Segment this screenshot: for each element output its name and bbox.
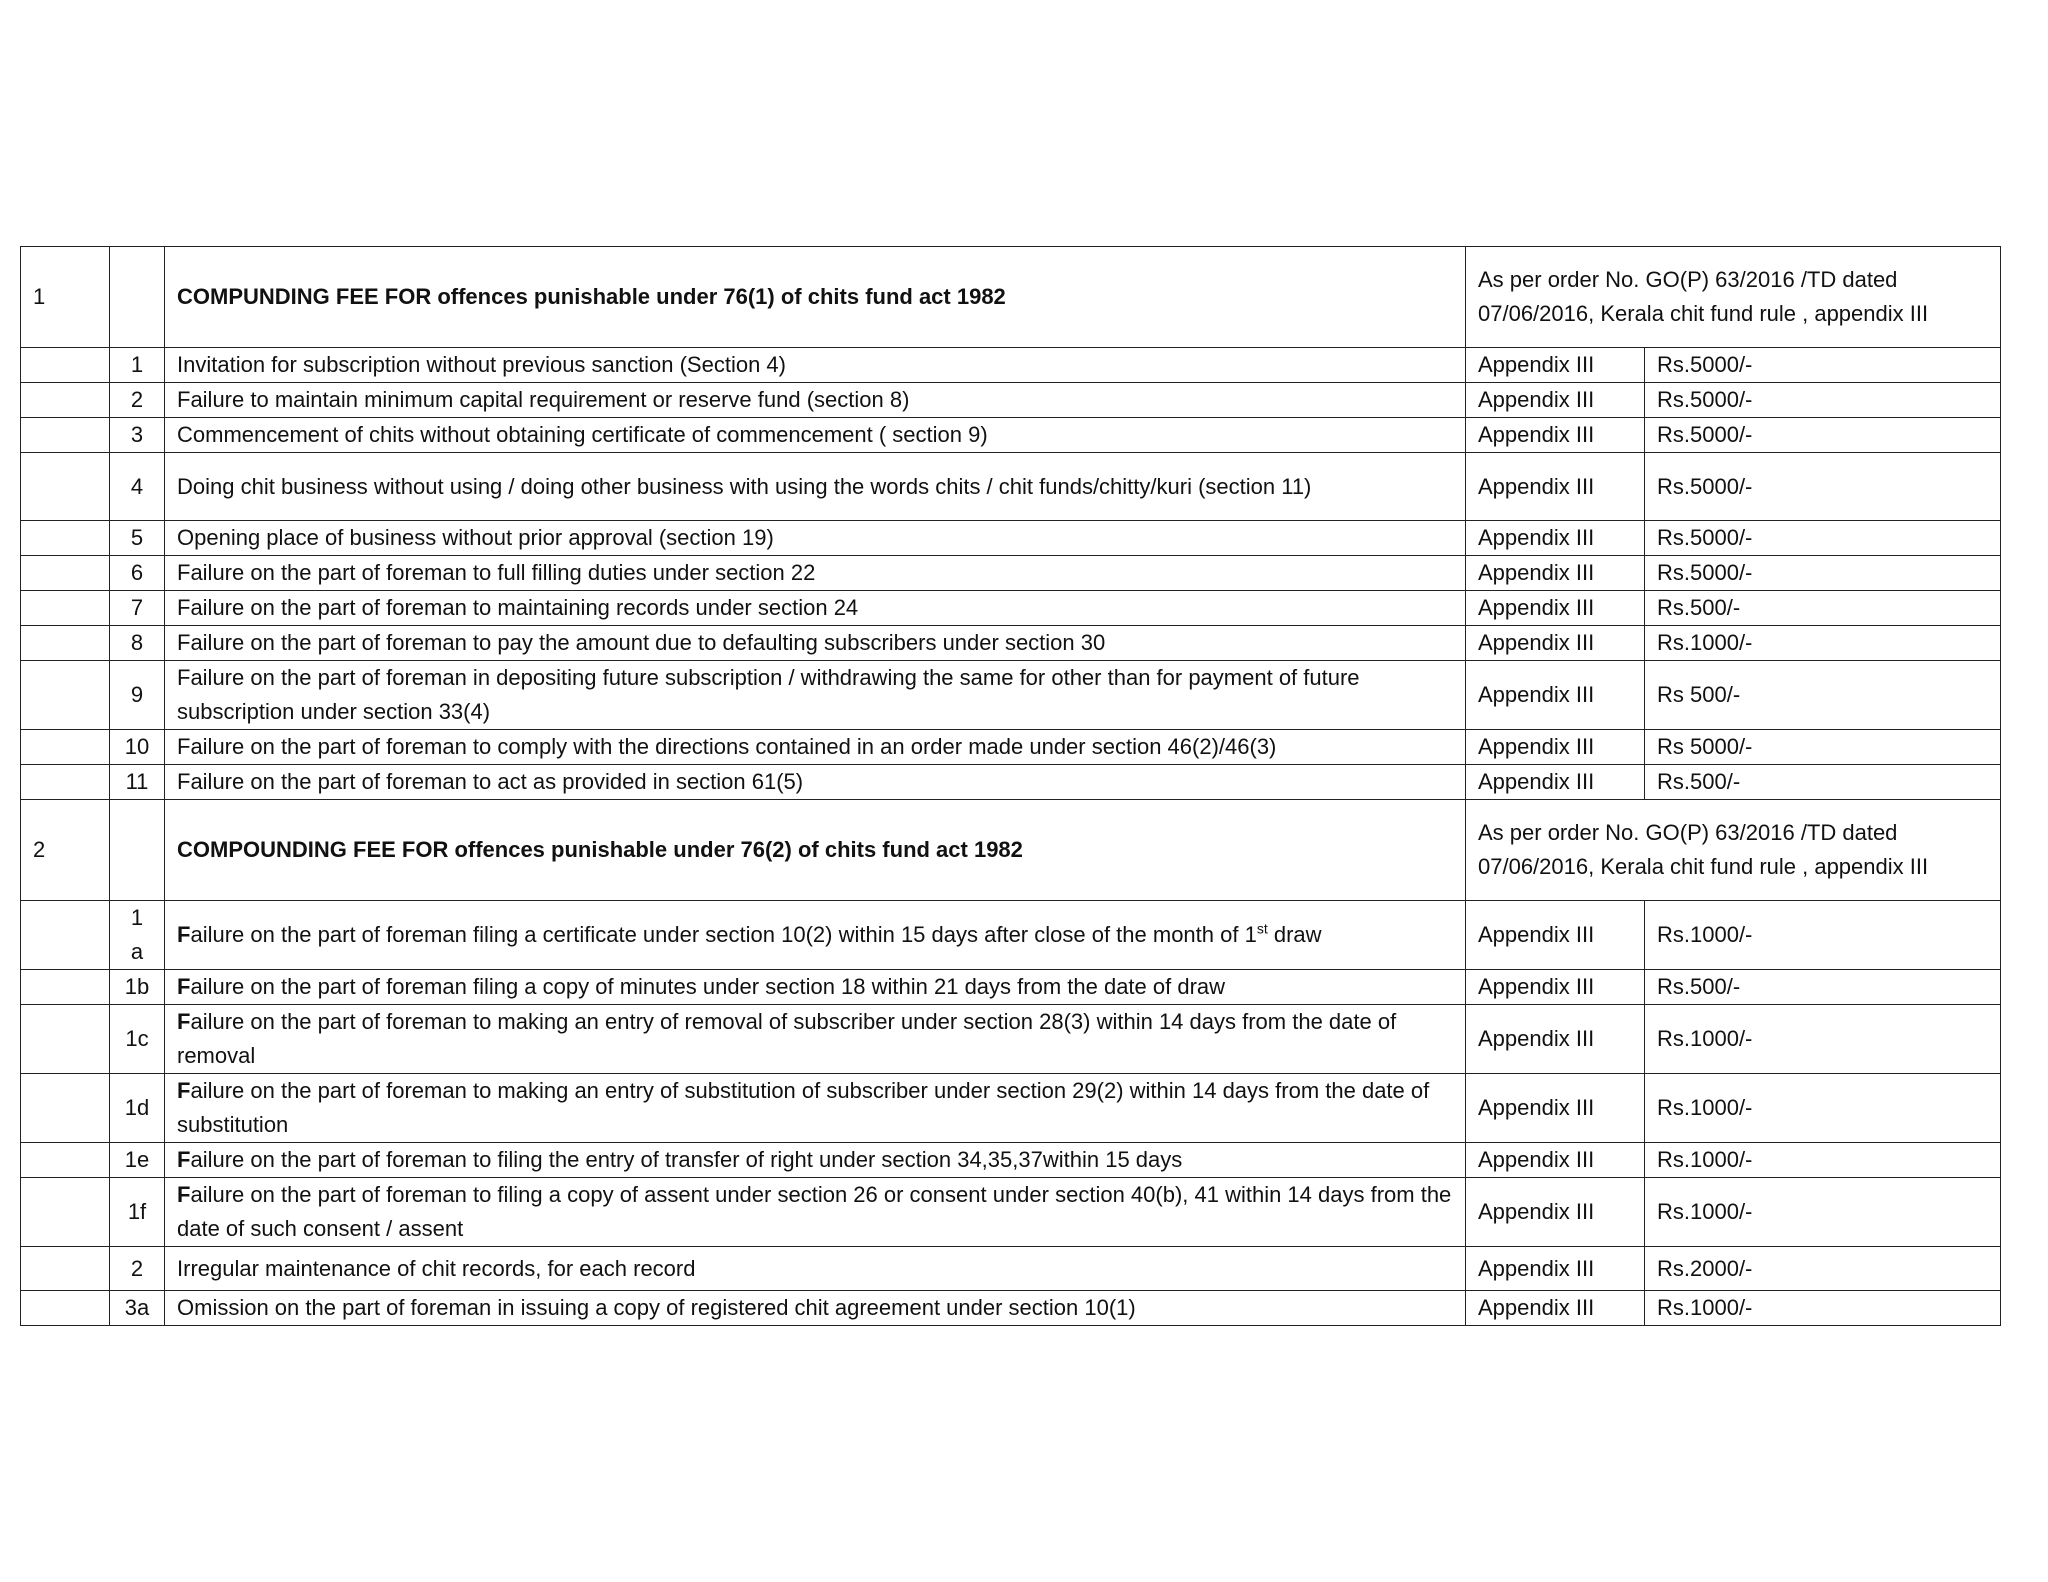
empty-cell (21, 1247, 110, 1291)
empty-cell (21, 901, 110, 970)
item-description: Opening place of business without prior approval (section 19) (165, 521, 1466, 556)
item-description: Commencement of chits without obtaining certificate of commencement ( section 9) (165, 418, 1466, 453)
order-reference: As per order No. GO(P) 63/2016 /TD dated 07/06/2016, Kerala chit fund rule , appendix III (1466, 800, 2001, 901)
item-appendix: Appendix III (1466, 730, 1645, 765)
item-number: 1b (110, 970, 165, 1005)
item-description-text: ailure on the part of foreman to making an entry of substitution of subscriber under section 29(2) within 14 days from the date of substitution (177, 1078, 1430, 1137)
item-fee: Rs.1000/- (1645, 626, 2001, 661)
item-appendix: Appendix III (1466, 1291, 1645, 1326)
item-description (165, 1074, 1466, 1143)
section-header-row (21, 247, 2001, 348)
item-description-initial: F (177, 922, 191, 947)
empty-cell (21, 970, 110, 1005)
item-appendix: Appendix III (1466, 556, 1645, 591)
item-description-text: ailure on the part of foreman to filing a copy of assent under section 26 or consent under section 40(b), 41 within 14 days from the date of such consent / assent (177, 1182, 1452, 1241)
item-number: 2 (110, 1247, 165, 1291)
item-number: 4 (110, 453, 165, 521)
item-appendix: Appendix III (1466, 1178, 1645, 1247)
item-fee: Rs.1000/- (1645, 1143, 2001, 1178)
table-row (21, 970, 2001, 1005)
item-number-text: 1 a (130, 905, 144, 964)
table-row (21, 765, 2001, 800)
compounding-fee-table (20, 246, 2001, 1326)
section-heading: COMPOUNDING FEE FOR offences punishable under 76(2) of chits fund act 1982 (165, 800, 1466, 901)
item-appendix: Appendix III (1466, 418, 1645, 453)
item-number: 3a (110, 1291, 165, 1326)
item-fee: Rs.5000/- (1645, 556, 2001, 591)
table-row (21, 556, 2001, 591)
item-description: Failure on the part of foreman in depositing future subscription / withdrawing the same for other than for payment of future subscription under section 33(4) (165, 661, 1466, 730)
item-description-initial: F (177, 1078, 191, 1103)
empty-cell (21, 383, 110, 418)
item-description-initial: F (177, 1009, 191, 1034)
item-description: Failure on the part of foreman to full filling duties under section 22 (165, 556, 1466, 591)
item-number: 1e (110, 1143, 165, 1178)
item-description: Failure to maintain minimum capital requirement or reserve fund (section 8) (165, 383, 1466, 418)
item-description-text: ailure on the part of foreman to making an entry of removal of subscriber under section 28(3) within 14 days from the date of removal (177, 1009, 1397, 1068)
empty-cell (21, 1143, 110, 1178)
item-description-text: ailure on the part of foreman to filing the entry of transfer of right under section 34,35,37within 15 days (190, 1147, 1183, 1172)
table-row (21, 1074, 2001, 1143)
item-description: Failure on the part of foreman to act as provided in section 61(5) (165, 765, 1466, 800)
item-appendix: Appendix III (1466, 453, 1645, 521)
item-number: 1c (110, 1005, 165, 1074)
item-number: 2 (110, 383, 165, 418)
empty-cell (21, 348, 110, 383)
item-description: Failure on the part of foreman to comply with the directions contained in an order made under section 46(2)/46(3) (165, 730, 1466, 765)
item-fee: Rs.5000/- (1645, 521, 2001, 556)
section-number: 1 (21, 247, 110, 348)
item-number: 1d (110, 1074, 165, 1143)
item-number: 10 (110, 730, 165, 765)
item-description: Failure on the part of foreman to pay the amount due to defaulting subscribers under section 30 (165, 626, 1466, 661)
empty-cell (21, 661, 110, 730)
empty-cell (21, 1291, 110, 1326)
item-fee: Rs.1000/- (1645, 1005, 2001, 1074)
item-appendix: Appendix III (1466, 901, 1645, 970)
item-fee: Rs.2000/- (1645, 1247, 2001, 1291)
item-number: 7 (110, 591, 165, 626)
item-description: Invitation for subscription without previous sanction (Section 4) (165, 348, 1466, 383)
item-description (165, 901, 1466, 970)
item-appendix: Appendix III (1466, 591, 1645, 626)
item-description-text: ailure on the part of foreman filing a certificate under section 10(2) within 15 days after close of the month of 1 (190, 922, 1257, 947)
empty-cell (21, 1005, 110, 1074)
table-row (21, 626, 2001, 661)
item-fee: Rs.500/- (1645, 591, 2001, 626)
item-number (110, 901, 165, 970)
item-appendix: Appendix III (1466, 970, 1645, 1005)
table-row (21, 348, 2001, 383)
item-appendix: Appendix III (1466, 1005, 1645, 1074)
empty-cell (21, 418, 110, 453)
table-row (21, 591, 2001, 626)
item-description-initial: F (177, 1147, 191, 1172)
item-description (165, 1178, 1466, 1247)
empty-cell (21, 730, 110, 765)
item-appendix: Appendix III (1466, 521, 1645, 556)
item-description: Omission on the part of foreman in issuing a copy of registered chit agreement under section 10(1) (165, 1291, 1466, 1326)
empty-cell (21, 1074, 110, 1143)
item-number: 1 (110, 348, 165, 383)
empty-cell (21, 765, 110, 800)
table-row (21, 1005, 2001, 1074)
item-appendix: Appendix III (1466, 1143, 1645, 1178)
item-description-initial: F (177, 1182, 191, 1207)
item-number: 6 (110, 556, 165, 591)
item-fee: Rs.1000/- (1645, 1074, 2001, 1143)
item-number: 11 (110, 765, 165, 800)
item-fee: Rs.5000/- (1645, 348, 2001, 383)
item-appendix: Appendix III (1466, 626, 1645, 661)
item-appendix: Appendix III (1466, 383, 1645, 418)
order-reference: As per order No. GO(P) 63/2016 /TD dated 07/06/2016, Kerala chit fund rule , appendix III (1466, 247, 2001, 348)
item-fee: Rs.5000/- (1645, 453, 2001, 521)
empty-cell (110, 800, 165, 901)
item-description-text: ailure on the part of foreman filing a copy of minutes under section 18 within 21 days from the date of draw (190, 974, 1226, 999)
item-appendix: Appendix III (1466, 1074, 1645, 1143)
table-row (21, 661, 2001, 730)
item-description: Doing chit business without using / doing other business with using the words chits / chit funds/chitty/kuri (section 11) (165, 453, 1466, 521)
empty-cell (21, 556, 110, 591)
item-appendix: Appendix III (1466, 1247, 1645, 1291)
empty-cell (21, 453, 110, 521)
item-number: 5 (110, 521, 165, 556)
item-number: 9 (110, 661, 165, 730)
item-number: 8 (110, 626, 165, 661)
table-row (21, 383, 2001, 418)
item-number: 3 (110, 418, 165, 453)
section-heading: COMPUNDING FEE FOR offences punishable under 76(1) of chits fund act 1982 (165, 247, 1466, 348)
item-fee: Rs.5000/- (1645, 383, 2001, 418)
empty-cell (21, 1178, 110, 1247)
empty-cell (110, 247, 165, 348)
item-description: Irregular maintenance of chit records, for each record (165, 1247, 1466, 1291)
item-description: Failure on the part of foreman to maintaining records under section 24 (165, 591, 1466, 626)
item-description (165, 970, 1466, 1005)
item-fee: Rs.500/- (1645, 765, 2001, 800)
table-row (21, 901, 2001, 970)
item-fee: Rs.500/- (1645, 970, 2001, 1005)
table-row (21, 1247, 2001, 1291)
table-row (21, 521, 2001, 556)
item-description (165, 1143, 1466, 1178)
table-row (21, 1291, 2001, 1326)
empty-cell (21, 521, 110, 556)
item-description-initial: F (177, 974, 191, 999)
table-row (21, 730, 2001, 765)
item-description-tail: draw (1267, 922, 1322, 947)
section-number: 2 (21, 800, 110, 901)
empty-cell (21, 626, 110, 661)
table-row (21, 418, 2001, 453)
table-row (21, 1143, 2001, 1178)
item-appendix: Appendix III (1466, 348, 1645, 383)
item-fee: Rs.1000/- (1645, 1291, 2001, 1326)
item-description (165, 1005, 1466, 1074)
item-fee: Rs 500/- (1645, 661, 2001, 730)
item-fee: Rs.5000/- (1645, 418, 2001, 453)
empty-cell (21, 591, 110, 626)
item-fee: Rs 5000/- (1645, 730, 2001, 765)
item-appendix: Appendix III (1466, 661, 1645, 730)
section-header-row (21, 800, 2001, 901)
item-appendix: Appendix III (1466, 765, 1645, 800)
item-fee: Rs.1000/- (1645, 901, 2001, 970)
item-fee: Rs.1000/- (1645, 1178, 2001, 1247)
table-row (21, 1178, 2001, 1247)
table-row (21, 453, 2001, 521)
item-number: 1f (110, 1178, 165, 1247)
superscript-ordinal: st (1256, 920, 1268, 937)
